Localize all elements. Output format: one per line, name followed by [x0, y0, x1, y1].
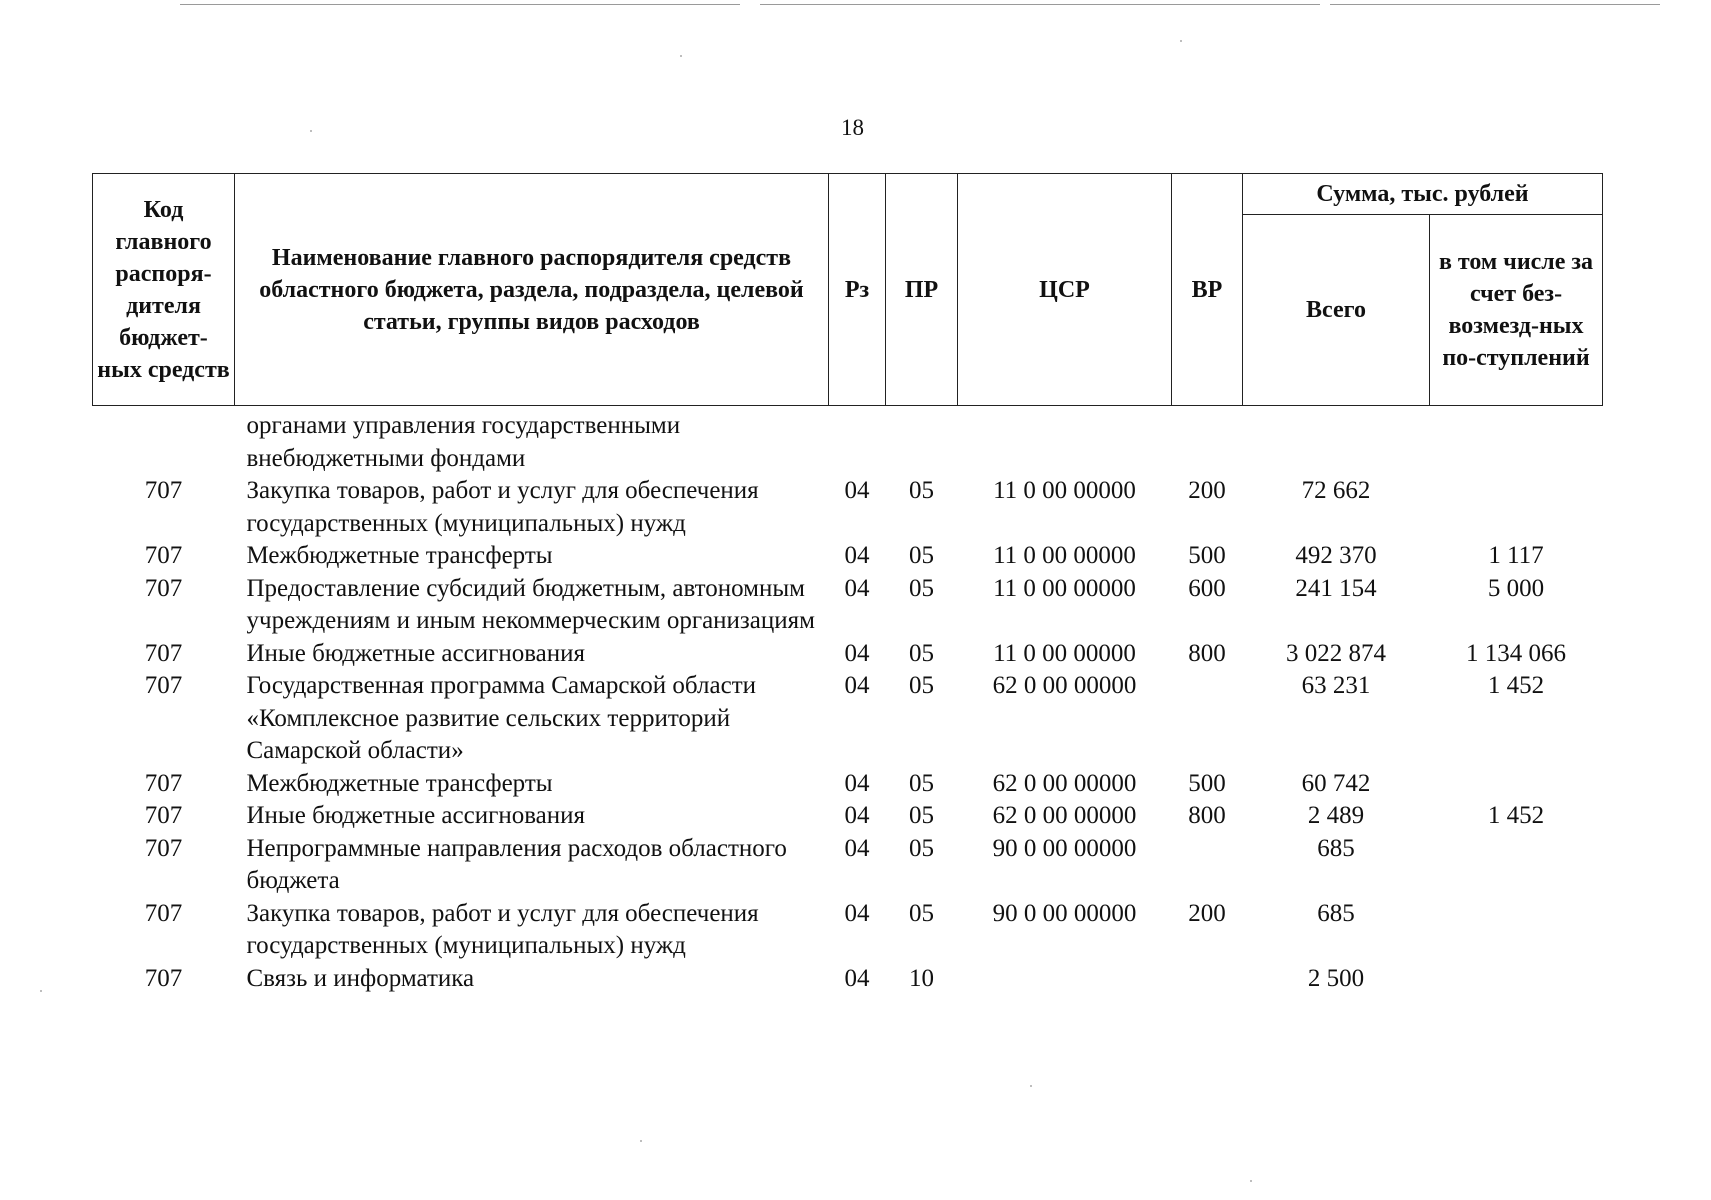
cell-vr: 600 [1188, 574, 1226, 602]
cell-pr: 05 [909, 899, 934, 927]
table-row [93, 898, 1603, 963]
header-free: в том числе за счет без-возмезд-ных по-ступлений [1430, 215, 1603, 406]
cell-csr [958, 406, 1172, 476]
cell-pr: 05 [909, 542, 934, 569]
cell-code: 707 [144, 834, 183, 862]
cell-code: 707 [144, 574, 183, 602]
cell-pr: 05 [909, 834, 934, 862]
cell-free [1430, 963, 1603, 996]
table-row [93, 475, 1603, 540]
header-sum: Сумма, тыс. рублей [1243, 174, 1603, 215]
cell-free: 1 117 [1488, 542, 1544, 569]
cell-csr: 62 0 00 00000 [992, 769, 1137, 797]
cell-free [1430, 406, 1603, 476]
cell-total: 241 154 [1295, 574, 1377, 602]
header-vr: ВР [1172, 174, 1243, 406]
cell-pr [886, 406, 958, 476]
cell-total: 3 022 874 [1286, 639, 1386, 667]
cell-csr: 62 0 00 00000 [992, 802, 1137, 829]
cell-vr: 500 [1188, 769, 1226, 797]
cell-name: Межбюджетные трансферты [246, 769, 553, 797]
cell-total [1243, 406, 1430, 476]
cell-csr: 90 0 00 00000 [992, 899, 1137, 927]
cell-free [1430, 475, 1603, 540]
cell-code: 707 [144, 477, 183, 504]
cell-total: 72 662 [1301, 477, 1371, 504]
cell-vr: 200 [1188, 477, 1226, 504]
cell-vr: 800 [1188, 639, 1226, 667]
cell-csr: 11 0 00 00000 [993, 574, 1136, 602]
cell-rz: 04 [844, 542, 870, 569]
cell-vr [1172, 833, 1243, 898]
cell-name: Закупка товаров, работ и услуг для обеспечения государственных (муниципальных) нужд [246, 899, 759, 959]
cell-free: 1 134 066 [1466, 639, 1566, 667]
cell-name: органами управления государственными внебюджетными фондами [246, 412, 681, 472]
cell-pr: 05 [909, 639, 934, 667]
cell-pr: 05 [909, 802, 934, 829]
scan-speck [640, 1140, 642, 1142]
scan-edge-line [760, 4, 1320, 5]
cell-code [93, 406, 235, 476]
table-row [93, 406, 1603, 476]
cell-free [1430, 768, 1603, 801]
cell-pr: 05 [909, 477, 934, 504]
cell-rz [829, 406, 886, 476]
cell-csr: 11 0 00 00000 [993, 542, 1136, 569]
cell-code: 707 [144, 639, 183, 667]
cell-total: 2 500 [1307, 964, 1365, 992]
cell-vr: 500 [1188, 542, 1226, 569]
header-rz: Рз [829, 174, 886, 406]
cell-free [1430, 833, 1603, 898]
cell-csr: 11 0 00 00000 [993, 639, 1136, 667]
cell-code: 707 [144, 672, 183, 699]
scan-speck [310, 130, 312, 132]
cell-rz: 04 [844, 834, 870, 862]
cell-csr: 62 0 00 00000 [992, 672, 1137, 699]
cell-total: 492 370 [1295, 542, 1377, 569]
scan-speck [1250, 1180, 1252, 1182]
cell-code: 707 [144, 802, 183, 829]
cell-pr: 05 [909, 574, 934, 602]
cell-csr: 11 0 00 00000 [993, 477, 1136, 504]
cell-rz: 04 [844, 639, 870, 667]
cell-total: 2 489 [1307, 802, 1365, 829]
cell-rz: 04 [844, 672, 870, 699]
cell-vr [1172, 963, 1243, 996]
table-row [93, 670, 1603, 768]
cell-vr: 200 [1188, 899, 1226, 927]
cell-vr [1172, 670, 1243, 768]
cell-total: 60 742 [1301, 769, 1371, 797]
budget-table [92, 173, 1603, 995]
cell-code: 707 [144, 964, 183, 992]
cell-rz: 04 [844, 477, 870, 504]
cell-name: Межбюджетные трансферты [246, 542, 553, 569]
cell-total: 685 [1317, 899, 1355, 927]
scan-edge-line [1330, 4, 1660, 5]
cell-pr: 05 [909, 769, 934, 797]
header-code: Код главного распоря-дителя бюджет-ных средств [93, 174, 235, 406]
table-row [93, 573, 1603, 638]
cell-code: 707 [144, 899, 183, 927]
cell-name: Предоставление субсидий бюджетным, автономным учреждениям и иным некоммерческим организациям [246, 574, 815, 634]
cell-name: Закупка товаров, работ и услуг для обеспечения государственных (муниципальных) нужд [246, 477, 759, 537]
table-row [93, 800, 1603, 833]
cell-free: 1 452 [1487, 802, 1545, 829]
cell-name: Непрограммные направления расходов областного бюджета [246, 834, 787, 894]
header-csr: ЦСР [958, 174, 1172, 406]
header-total: Всего [1243, 215, 1430, 406]
scan-speck [1180, 40, 1182, 42]
cell-csr [958, 963, 1172, 996]
scan-edge-line [180, 4, 740, 5]
cell-total: 63 231 [1301, 672, 1371, 699]
cell-rz: 04 [844, 769, 870, 797]
table-row [93, 833, 1603, 898]
cell-name: Связь и информатика [246, 964, 475, 992]
scan-speck [680, 55, 682, 57]
scan-speck [40, 990, 42, 992]
cell-total: 685 [1317, 834, 1355, 862]
scan-speck [1030, 1085, 1032, 1087]
table-row [93, 768, 1603, 801]
cell-rz: 04 [844, 574, 870, 602]
table-row [93, 638, 1603, 671]
cell-free: 5 000 [1487, 574, 1545, 602]
cell-rz: 04 [844, 964, 870, 992]
budget-table-sheet [92, 173, 1602, 995]
table-body [93, 406, 1603, 996]
cell-name: Иные бюджетные ассигнования [246, 639, 586, 667]
table-row [93, 963, 1603, 996]
table-header [93, 174, 1603, 406]
cell-name: Иные бюджетные ассигнования [246, 802, 586, 829]
cell-rz: 04 [844, 899, 870, 927]
cell-vr [1172, 406, 1243, 476]
cell-free: 1 452 [1487, 672, 1545, 699]
cell-name: Государственная программа Самарской области «Комплексное развитие сельских территорий Самарской области» [246, 672, 756, 764]
cell-csr: 90 0 00 00000 [992, 834, 1137, 862]
header-pr: ПР [886, 174, 958, 406]
cell-pr: 10 [909, 964, 934, 992]
cell-code: 707 [144, 542, 183, 569]
cell-code: 707 [144, 769, 183, 797]
table-row [93, 540, 1603, 573]
cell-pr: 05 [909, 672, 934, 699]
cell-free [1430, 898, 1603, 963]
cell-rz: 04 [844, 802, 870, 829]
header-name: Наименование главного распорядителя средств областного бюджета, раздела, подраздела, целевой статьи, группы видов расходов [235, 174, 829, 406]
cell-vr: 800 [1188, 802, 1226, 829]
